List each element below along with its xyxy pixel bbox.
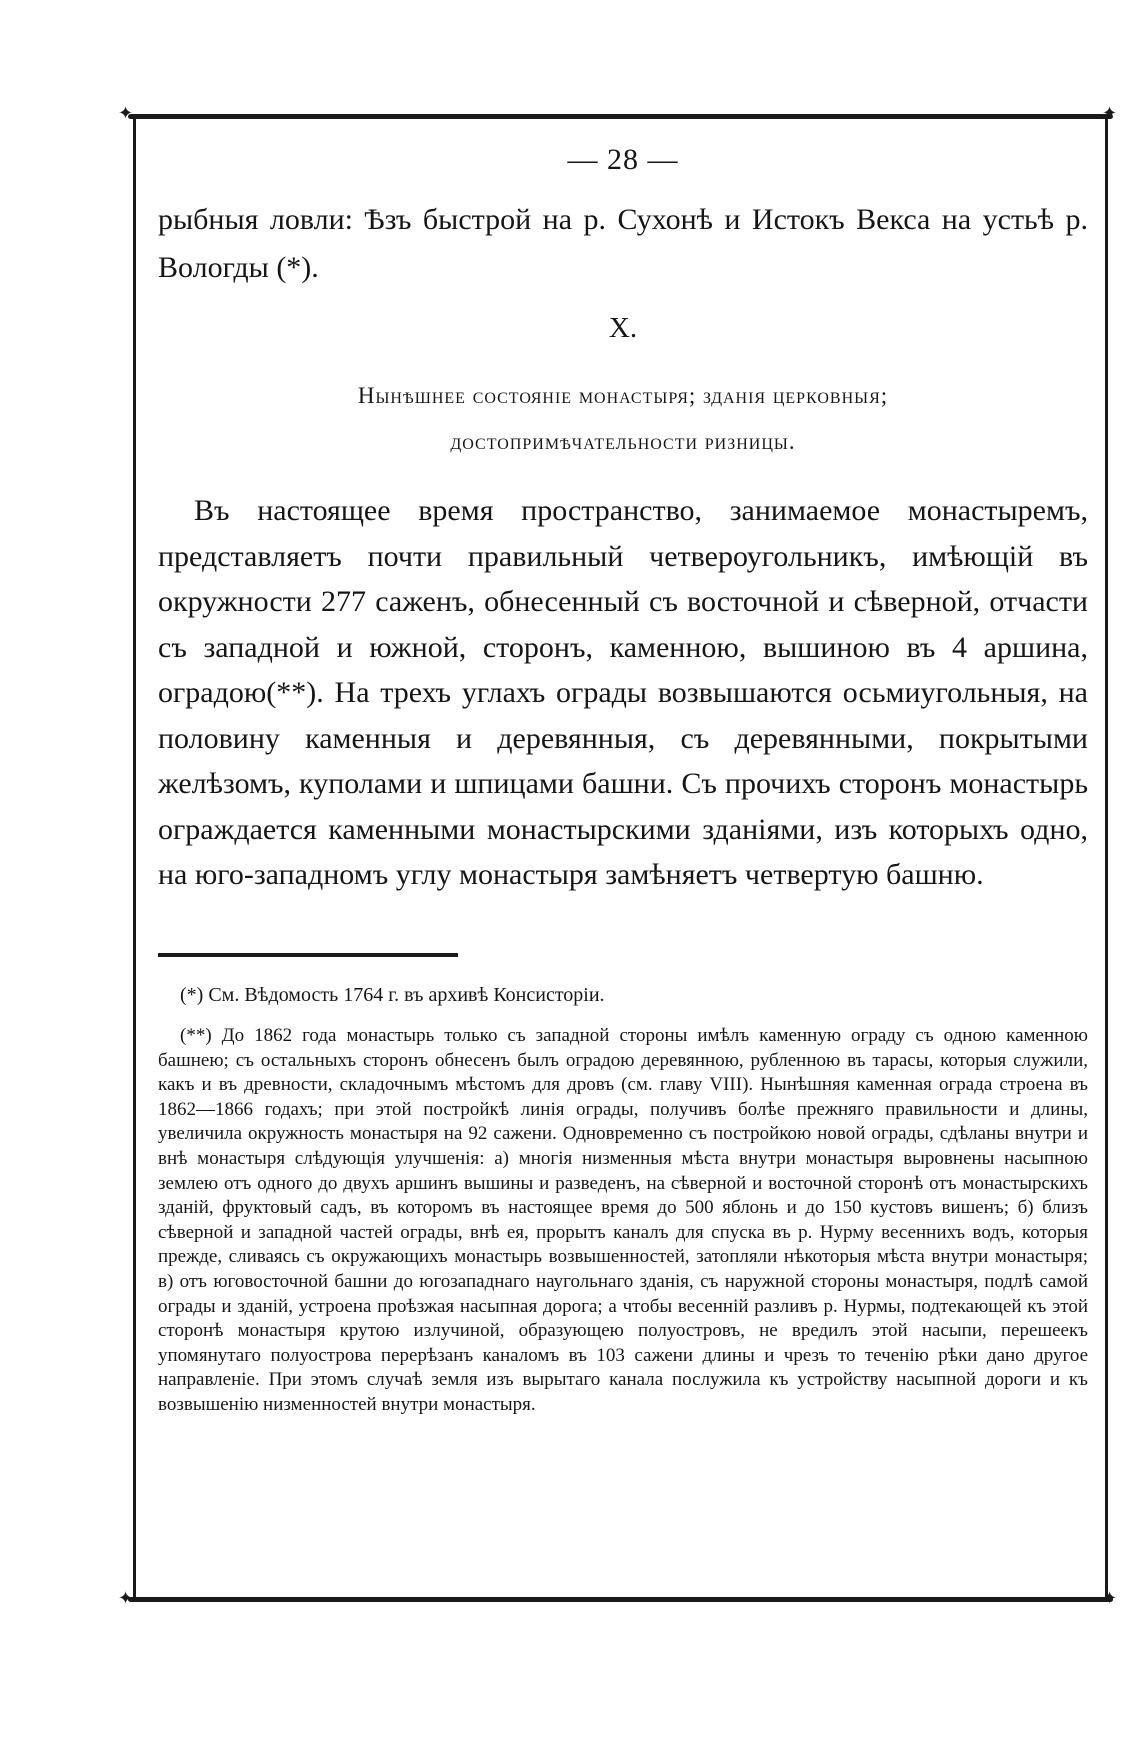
body-paragraph: Въ настоящее время пространство, занимаемое монастыремъ, представляетъ почти правильный четвероугольникъ, имѣющій въ окружности 277 саженъ, обнесенный съ восточной и сѣверной, отчасти съ западной и южной, сторонъ, каменною, вышиною въ 4 аршина, оградою(**). На трехъ углахъ ограды возвышаются осьмиугольныя, на половину каменныя и деревянныя, съ деревянными, покрытыми желѣзомъ, куполами и шпицами башни. Съ прочихъ сторонъ монастырь ограждается каменными монастырскими зданіями, изъ которыхъ одно, на юго-западномъ углу монастыря замѣняетъ четвертую башню. — [158, 494, 1088, 891]
chapter-number: X. — [608, 312, 638, 344]
continued-paragraph: рыбныя ловли: Ѣзъ быстрой на р. Сухонѣ и Истокъ Векса на устьѣ р. Вологды (*). — [158, 203, 1088, 284]
corner-ornament: ✦ — [118, 103, 134, 123]
footnote-1: (*) См. Вѣдомость 1764 г. въ архивѣ Консисторіи. — [180, 984, 605, 1006]
page-number: — 28 — — [567, 143, 679, 176]
corner-ornament: ✦ — [118, 1588, 134, 1608]
corner-ornament: ✦ — [1102, 103, 1118, 123]
footnote-separator — [158, 953, 458, 957]
bottom-border-rule — [128, 1597, 1113, 1602]
corner-ornament: ✦ — [1102, 1588, 1118, 1608]
page-frame — [133, 118, 1108, 1600]
footnote-2: (**) До 1862 года монастырь только съ западной стороны имѣлъ каменную ограду съ одною каменною башнею; съ остальныхъ сторонъ обнесенъ былъ оградою деревянною, рубленною въ тарасы, которыя служили, какъ и въ древности, складочнымъ мѣстомъ для дровъ (см. главу VIII). Нынѣшняя каменная ограда строена въ 1862—1866 годахъ; при этой постройкѣ линія ограды, получивъ болѣе прежняго правильности и длины, увеличила окружность монастыря на 92 сажени. Одновременно съ постройкою новой ограды, сдѣланы внутри и внѣ монастыря слѣдующія улучшенія: а) многія низменныя мѣста внутри монастыря выровнены насыпною землею отъ одного до двухъ аршинъ вышины и разведенъ, на сѣверной и восточной сторонѣ отъ монастырскихъ зданій, фруктовый садъ, въ которомъ въ настоящее время до 500 яблонь и до 150 кустовъ вишенъ; б) близъ сѣверной и западной частей ограды, внѣ ея, прорытъ каналъ для спуска въ р. Нурму весеннихъ водъ, которыя прежде, сливаясь съ окружающихъ монастырь возвышенностей, затопляли нѣкоторыя мѣста внутри монастыря; в) отъ юговосточной башни до югозападнаго наугольнаго зданія, съ наружной стороны монастыря, подлѣ самой ограды и зданій, устроена проѣзжая насыпная дорога; а чтобы весенній разливъ р. Нурмы, подтекающей къ этой сторонѣ монастыря крутою излучиной, образующею полуостровъ, не вредилъ этой насыпи, перешеекъ упомянутаго полуострова перерѣзанъ каналомъ въ 103 сажени длины и чрезъ то теченію рѣки дано другое направленіе. При этомъ случаѣ земля изъ вырытаго канала послужила къ устройству насыпной дороги и къ возвышенію низменностей внутри монастыря. — [158, 1025, 1088, 1415]
chapter-title — [158, 373, 1088, 465]
chapter-title-line: Нынѣшнее состояніе монастыря; зданія церковныя; — [357, 383, 889, 408]
chapter-title-line: достопримѣчательности ризницы. — [450, 429, 796, 454]
